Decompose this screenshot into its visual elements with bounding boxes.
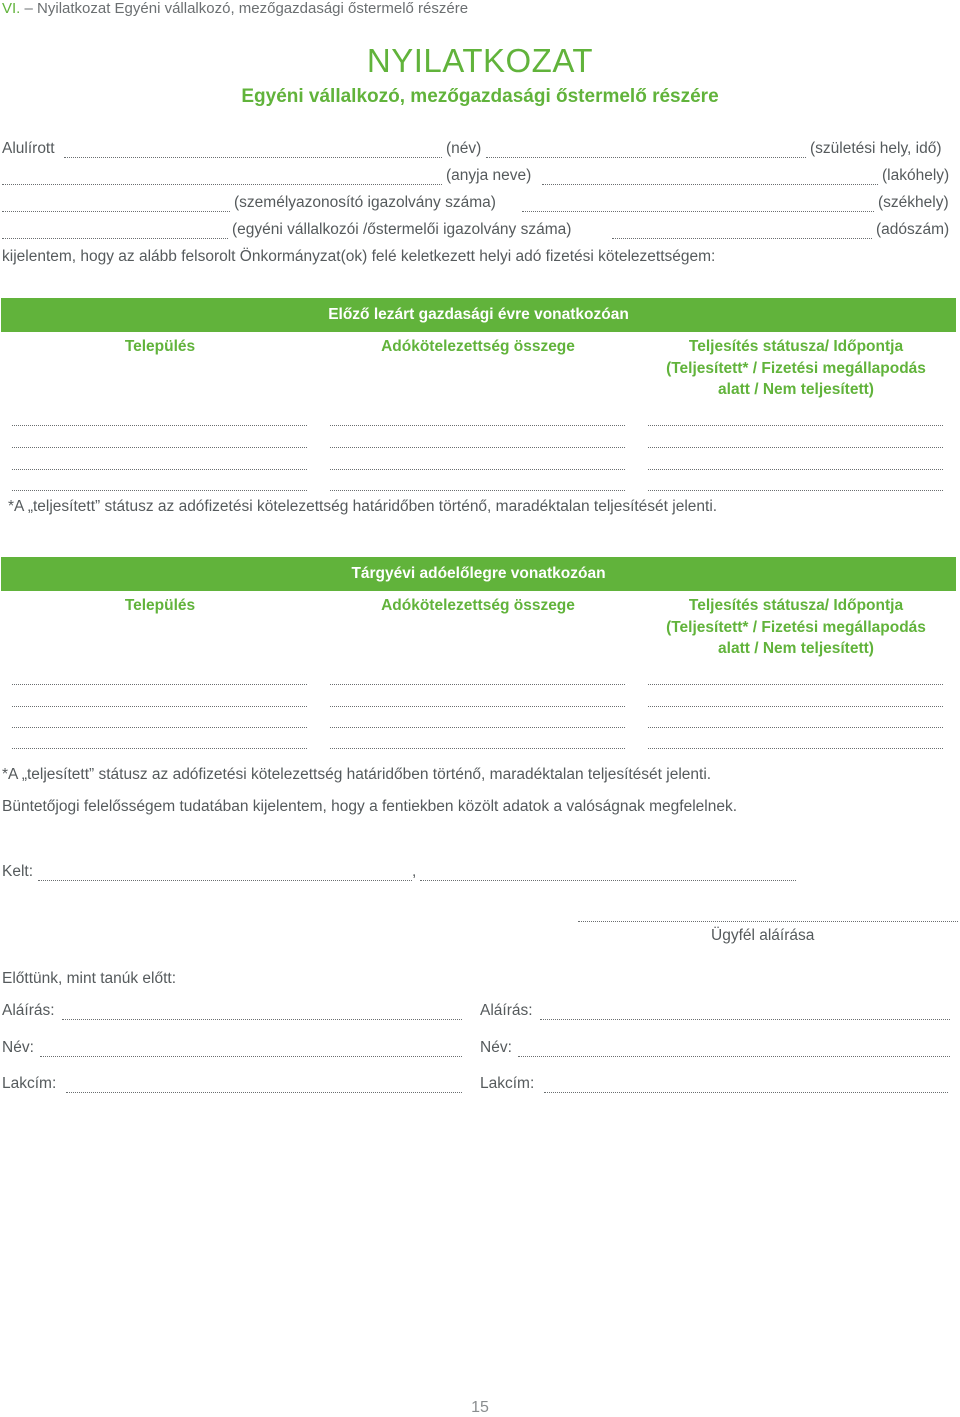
- table1-r4-c3[interactable]: [648, 490, 943, 491]
- witness2-nev-label: Név:: [480, 1039, 512, 1056]
- table2-r1-c2[interactable]: [330, 684, 625, 685]
- table1-r1-c3[interactable]: [648, 425, 943, 426]
- table2-r2-c1[interactable]: [12, 706, 307, 707]
- table1-header-bar: Előző lezárt gazdasági évre vonatkozóan: [1, 298, 956, 332]
- witness1-address-field[interactable]: [66, 1092, 462, 1093]
- witness1-alairas-label: Aláírás:: [2, 1002, 55, 1019]
- witness2-lakcim-label: Lakcím:: [480, 1075, 535, 1092]
- table1-r2-c2[interactable]: [330, 447, 625, 448]
- witness2-signature-field[interactable]: [540, 1019, 950, 1020]
- label-anyja: (anyja neve): [446, 167, 532, 184]
- table1-r3-c3[interactable]: [648, 469, 943, 470]
- witness1-name-field[interactable]: [40, 1056, 462, 1057]
- document-subtitle: Egyéni vállalkozó, mezőgazdasági őstermelő részére: [241, 86, 719, 107]
- declaration-text: kijelentem, hogy az alább felsorolt Önkormányzat(ok) felé keletkezett helyi adó fizetési kötelezettségem:: [2, 248, 716, 265]
- witness1-nev-label: Név:: [2, 1039, 34, 1056]
- label-nev: (név): [446, 140, 482, 157]
- document-title: NYILATKOZAT: [366, 42, 594, 79]
- section-title: – Nyilatkozat Egyéni vállalkozó, mezőgazdasági őstermelő részére: [24, 0, 469, 17]
- table2-r2-c2[interactable]: [330, 706, 625, 707]
- witness1-lakcim-label: Lakcím:: [2, 1075, 57, 1092]
- birth-field[interactable]: [486, 157, 806, 158]
- table2-header-bar: Tárgyévi adóelőlegre vonatkozóan: [1, 557, 956, 591]
- table2-footnote: *A „teljesített” státusz az adófizetési kötelezettség határidőben történő, maradéktalan teljesítését jelenti.: [2, 766, 712, 783]
- label-adoszam: (adószám): [876, 221, 950, 238]
- label-szemelyi: (személyazonosító igazolvány száma): [234, 194, 496, 211]
- table2-r4-c2[interactable]: [330, 748, 625, 749]
- table1-r2-c1[interactable]: [12, 447, 307, 448]
- table1-r1-c2[interactable]: [330, 425, 625, 426]
- table1-r3-c1[interactable]: [12, 469, 307, 470]
- page-number: 15: [471, 1399, 489, 1416]
- section-number: VI.: [2, 0, 21, 17]
- label-alulirott: Alulírott: [2, 140, 55, 157]
- table2-r4-c3[interactable]: [648, 748, 943, 749]
- client-signature-label: Ügyfél aláírása: [711, 927, 815, 944]
- table1-col-telepules: Település: [124, 338, 196, 355]
- date-field[interactable]: [420, 880, 796, 881]
- table1-footnote: *A „teljesített” státusz az adófizetési kötelezettség határidőben történő, maradéktalan teljesítését jelenti.: [8, 498, 718, 515]
- table1-r3-c2[interactable]: [330, 469, 625, 470]
- witness2-address-field[interactable]: [544, 1092, 948, 1093]
- table1-r4-c2[interactable]: [330, 490, 625, 491]
- table2-r1-c1[interactable]: [12, 684, 307, 685]
- witness2-alairas-label: Aláírás:: [480, 1002, 533, 1019]
- table2-col-statusz: Teljesítés státusza/ Időpontja (Teljesített* / Fizetési megállapodás alatt / Nem teljesített): [666, 597, 926, 657]
- table2-col-osszeg: Adókötelezettség összege: [381, 597, 575, 614]
- page-header: [2, 0, 468, 17]
- label-egyeni: (egyéni vállalkozói /őstermelői igazolvány száma): [232, 221, 572, 238]
- table2-r3-c3[interactable]: [648, 727, 943, 728]
- criminal-liability-statement: Büntetőjogi felelősségem tudatában kijelentem, hogy a fentiekben közölt adatok a valóságnak megfelelnek.: [2, 798, 738, 815]
- table1-r1-c1[interactable]: [12, 425, 307, 426]
- tax-number-field[interactable]: [612, 238, 872, 239]
- client-signature-field[interactable]: [578, 921, 958, 922]
- license-field[interactable]: [2, 238, 228, 239]
- table1-col-osszeg: Adókötelezettség összege: [381, 338, 575, 355]
- kelt-comma: ,: [412, 863, 417, 880]
- id-card-field[interactable]: [2, 211, 230, 212]
- table2-r1-c3[interactable]: [648, 684, 943, 685]
- place-field[interactable]: [38, 880, 412, 881]
- label-szuletesi: (születési hely, idő): [810, 140, 942, 157]
- witness1-signature-field[interactable]: [62, 1019, 462, 1020]
- label-szekhely: (székhely): [878, 194, 949, 211]
- residence-field[interactable]: [542, 184, 878, 185]
- mother-name-field[interactable]: [2, 184, 442, 185]
- table2-r3-c1[interactable]: [12, 727, 307, 728]
- seat-field[interactable]: [522, 211, 874, 212]
- table2-r3-c2[interactable]: [330, 727, 625, 728]
- table2-r2-c3[interactable]: [648, 706, 943, 707]
- table1-col-statusz: Teljesítés státusza/ Időpontja (Teljesített* / Fizetési megállapodás alatt / Nem teljesített): [666, 338, 926, 398]
- table2-r4-c1[interactable]: [12, 748, 307, 749]
- table1-r2-c3[interactable]: [648, 447, 943, 448]
- table1-r4-c1[interactable]: [12, 490, 307, 491]
- name-field[interactable]: [64, 157, 442, 158]
- witnesses-label: Előttünk, mint tanúk előtt:: [2, 970, 177, 987]
- label-lakohely: (lakóhely): [882, 167, 950, 184]
- label-kelt: Kelt:: [2, 863, 34, 880]
- table2-col-telepules: Település: [124, 597, 196, 614]
- witness2-name-field[interactable]: [518, 1056, 950, 1057]
